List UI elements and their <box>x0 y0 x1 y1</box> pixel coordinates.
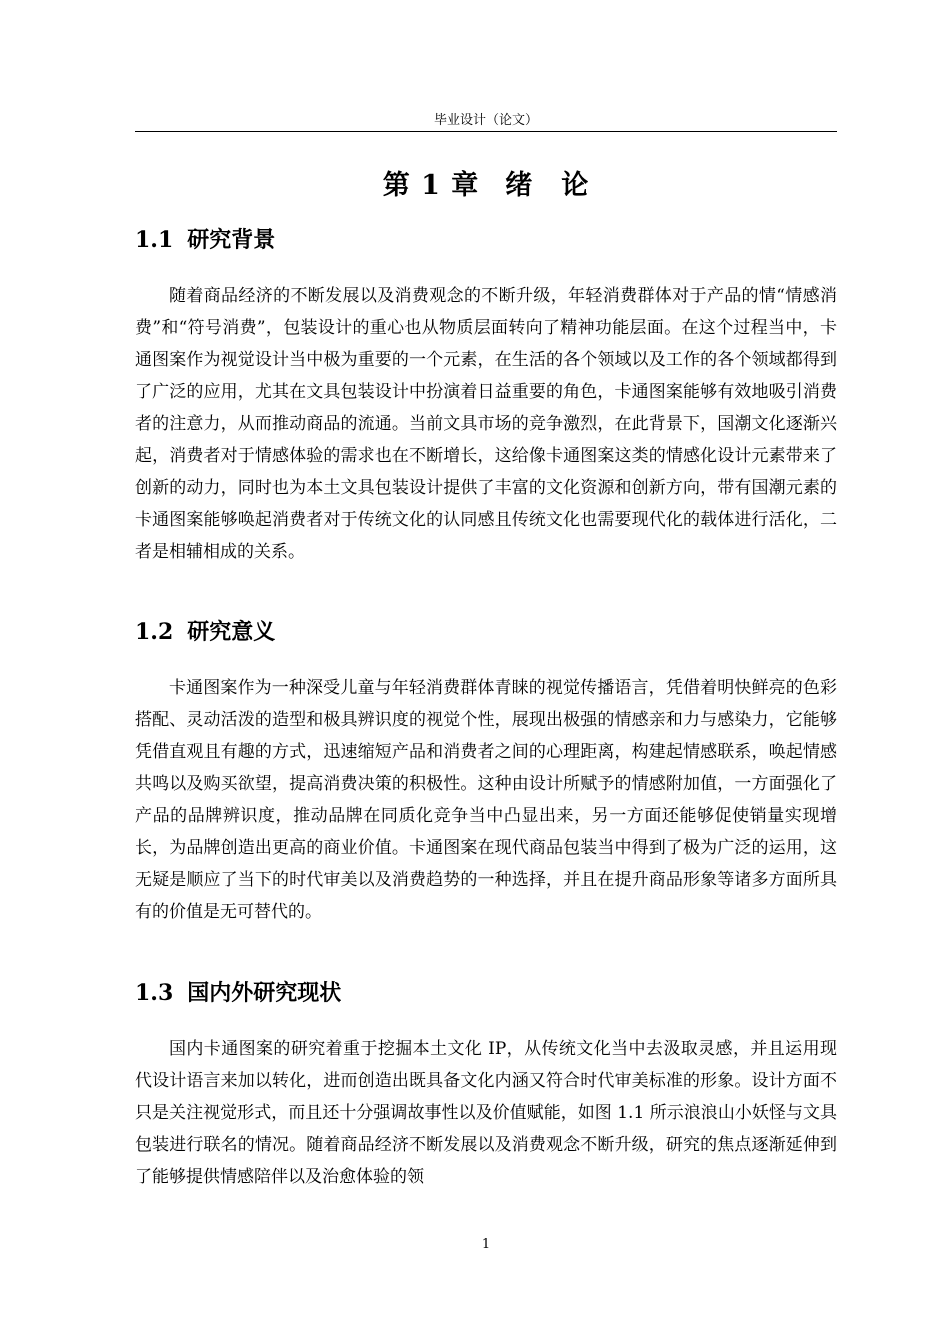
section-number: 1.3 <box>135 980 174 1006</box>
chapter-name: 绪 论 <box>505 170 590 201</box>
page-number: 1 <box>481 1237 491 1252</box>
section-heading-1-3 <box>135 977 837 1009</box>
section-heading-1-1 <box>135 224 837 256</box>
chapter-number: 第 1 章 <box>382 170 480 201</box>
running-header: 毕业设计（论文） <box>433 113 538 128</box>
section-number: 1.2 <box>135 619 174 645</box>
paragraph-research-status: 国内卡通图案的研究着重于挖掘本土文化 IP，从传统文化当中去汲取灵感，并且运用现代设计语言来加以转化，进而创造出既具备文化内涵又符合时代审美标准的形象。设计方面不只是关注视觉形式，而且还十分强调故事性以及价值赋能，如图 1.1 所示浪浪山小妖怪与文具包装进行联名的情况。随着商品经济不断发展以及消费观念不断升级，研究的焦点逐渐延伸到了能够提供情感陪伴以及治愈体验的领 <box>135 1039 837 1187</box>
section-heading-1-2 <box>135 616 837 648</box>
header-rule <box>135 131 837 132</box>
chapter-title <box>135 166 837 206</box>
section-title: 国内外研究现状 <box>187 980 342 1006</box>
section-title: 研究意义 <box>187 619 276 645</box>
section-title: 研究背景 <box>187 227 276 253</box>
section-number: 1.1 <box>135 227 174 253</box>
paragraph-background: 随着商品经济的不断发展以及消费观念的不断升级，年轻消费群体对于产品的情“情感消费”和“符号消费”，包装设计的重心也从物质层面转向了精神功能层面。在这个过程当中，卡通图案作为视觉设计当中极为重要的一个元素，在生活的各个领域以及工作的各个领域都得到了广泛的应用，尤其在文具包装设计中扮演着日益重要的角色，卡通图案能够有效地吸引消费者的注意力，从而推动商品的流通。当前文具市场的竞争激烈，在此背景下，国潮文化逐渐兴起，消费者对于情感体验的需求也在不断增长，这给像卡通图案这类的情感化设计元素带来了创新的动力，同时也为本土文具包装设计提供了丰富的文化资源和创新方向，带有国潮元素的卡通图案能够唤起消费者对于传统文化的认同感且传统文化也需要现代化的载体进行活化，二者是相辅相成的关系。 <box>135 286 837 562</box>
paragraph-significance: 卡通图案作为一种深受儿童与年轻消费群体青睐的视觉传播语言，凭借着明快鲜亮的色彩搭配、灵动活泼的造型和极具辨识度的视觉个性，展现出极强的情感亲和力与感染力，它能够凭借直观且有趣的方式，迅速缩短产品和消费者之间的心理距离，构建起情感联系，唤起情感共鸣以及购买欲望，提高消费决策的积极性。这种由设计所赋予的情感附加值，一方面强化了产品的品牌辨识度，推动品牌在同质化竞争当中凸显出来，另一方面还能够促使销量实现增长，为品牌创造出更高的商业价值。卡通图案在现代商品包装当中得到了极为广泛的运用，这无疑是顺应了当下的时代审美以及消费趋势的一种选择，并且在提升商品形象等诸多方面所具有的价值是无可替代的。 <box>135 678 837 922</box>
